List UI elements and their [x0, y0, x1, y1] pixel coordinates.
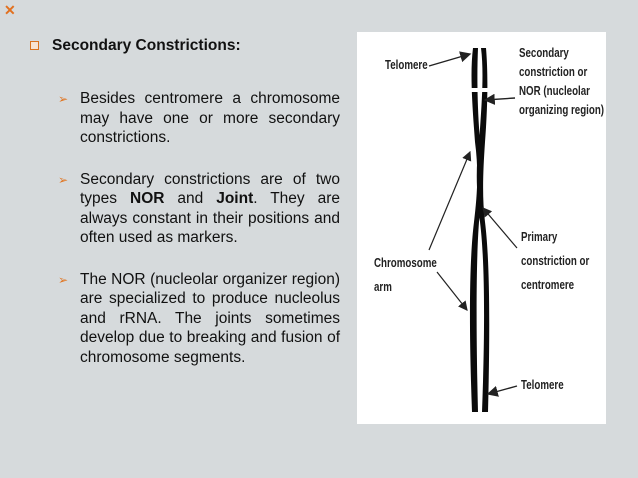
- bullet-item-1: [30, 89, 340, 148]
- square-bullet-icon: [30, 41, 39, 50]
- bullet-3-text: The NOR (nucleolar organizer region) are specialized to produce nucleolus and rRNA. The joints sometimes develop due to breaking and fusion of chromosome segments.: [80, 270, 340, 366]
- label-telomere-bottom: Telomere: [521, 378, 564, 392]
- chromatid-left: [470, 48, 482, 412]
- label-secondary-2: constriction or: [519, 65, 588, 79]
- pointer-telomere-bottom: [488, 386, 517, 394]
- label-primary-3: centromere: [521, 278, 575, 292]
- bullet-2-text-c: . They are always constant in their positions and often used as markers.: [80, 190, 340, 246]
- bullet-2-text-b: and: [164, 190, 217, 207]
- label-secondary-4: organizing region): [519, 103, 605, 117]
- pointer-arm-lower: [437, 272, 467, 310]
- pointer-secondary: [485, 98, 515, 100]
- secondary-constriction-gap: [469, 88, 491, 92]
- arrow-bullet-icon: ➢: [58, 172, 69, 187]
- label-primary-1: Primary: [521, 230, 558, 244]
- arrow-bullet-icon: ➢: [58, 92, 69, 106]
- pointer-primary: [483, 208, 517, 248]
- slide-heading: [30, 36, 340, 55]
- label-chromosome-arm-1: Chromosome: [374, 256, 437, 270]
- bullet-2-text-a: Secondary constrictions are of two types: [80, 170, 340, 207]
- decorative-x-icon: ✕: [4, 2, 16, 18]
- bullet-list: [30, 89, 340, 367]
- heading-text: Secondary Constrictions:: [52, 37, 241, 54]
- label-secondary-3: NOR (nucleolar: [519, 84, 590, 98]
- pointer-arm-upper: [429, 152, 470, 250]
- bullet-1-text: Besides centromere a chromosome may have one or more secondary constrictions.: [80, 90, 340, 146]
- bullet-2-term-nor: NOR: [130, 190, 165, 207]
- label-telomere-top: Telomere: [385, 58, 428, 72]
- bullet-item-2: [30, 170, 340, 248]
- arrow-bullet-icon: ➢: [58, 272, 69, 287]
- label-primary-2: constriction or: [521, 254, 590, 268]
- bullet-item-3: [30, 270, 340, 368]
- label-chromosome-arm-2: arm: [374, 280, 392, 294]
- text-content: [30, 36, 340, 367]
- label-secondary-1: Secondary: [519, 46, 569, 60]
- pointer-telomere-top: [429, 54, 470, 66]
- chromosome-diagram: [357, 32, 606, 424]
- chromatid-right: [477, 48, 489, 412]
- bullet-2-term-joint: Joint: [216, 190, 254, 207]
